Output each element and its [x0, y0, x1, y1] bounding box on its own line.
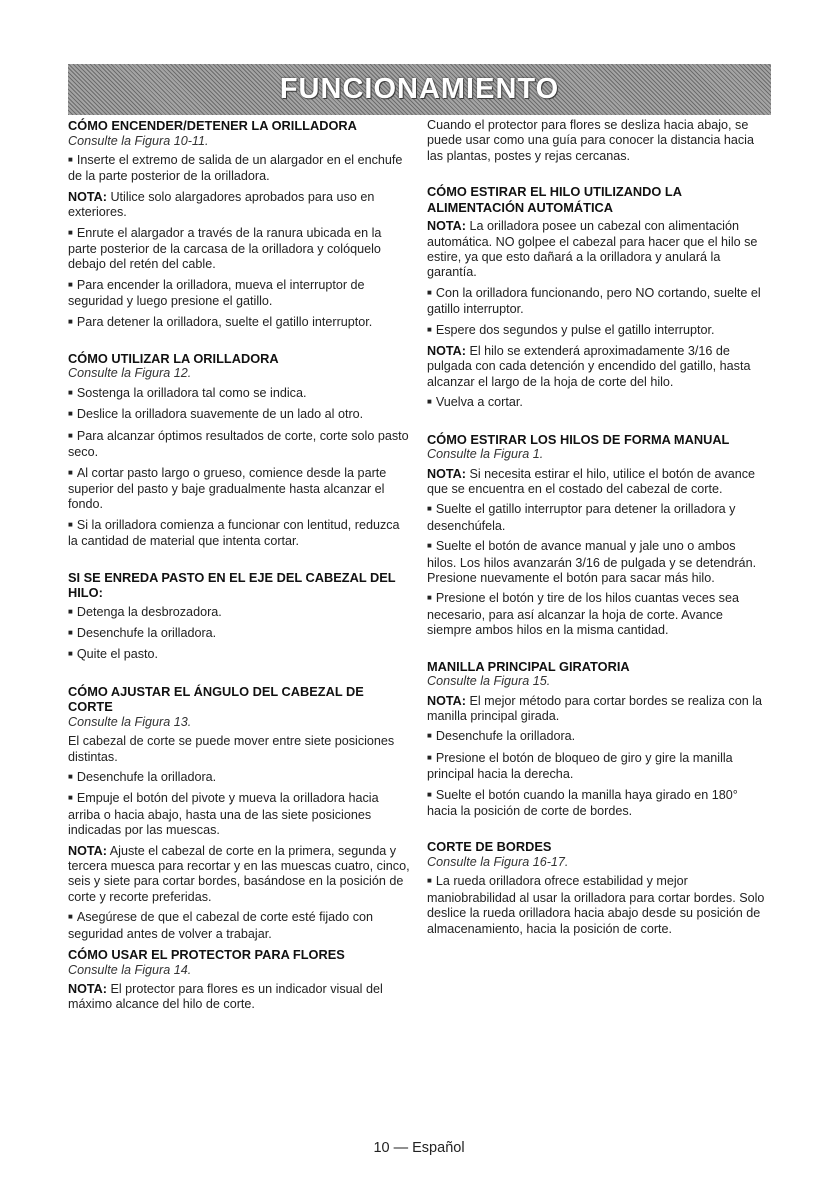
- bullet-icon: ■: [427, 324, 432, 334]
- section-enredo: [68, 570, 412, 664]
- list-item: ■ Suelte el botón cuando la manilla haya girado en 180° hacia la posición de corte de bordes.: [427, 787, 738, 818]
- figure-reference: Consulte la Figura 10-11.: [68, 133, 209, 148]
- note: NOTA: La orilladora posee un cabezal con alimentación automática. NO golpee el cabezal para hacer que el hilo se estire, ya que esto dañará a la orilladora y anulará la garantía.: [427, 219, 758, 280]
- bullet-icon: ■: [68, 793, 73, 803]
- list-item: ■ Si la orilladora comienza a funcionar con lentitud, reduzca la cantidad de material que intenta cortar.: [68, 517, 400, 549]
- list-item: ■ Con la orilladora funcionando, pero NO cortando, suelte el gatillo interruptor.: [427, 285, 761, 317]
- bullet-icon: ■: [427, 287, 432, 297]
- section-heading: CÓMO UTILIZAR LA ORILLADORA: [68, 350, 279, 366]
- note: NOTA: El hilo se extenderá aproximadamente 3/16 de pulgada con cada detención y encendido del gatillo, hasta alcanzar el largo de la hoja de corte del hilo.: [427, 344, 751, 389]
- section-manilla: [427, 659, 767, 820]
- figure-reference: Consulte la Figura 14.: [68, 962, 192, 977]
- list-item: ■ Quite el pasto.: [68, 647, 159, 662]
- list-item: ■ Asegúrese de que el cabezal de corte esté fijado con seguridad antes de volver a trabajar.: [68, 910, 373, 941]
- list-item: ■ Suelte el gatillo interruptor para detener la orilladora y desenchúfela.: [427, 502, 736, 533]
- list-item: ■ Empuje el botón del pivote y mueva la orilladora hacia arriba o hacia abajo, hasta una de las siete posiciones indicadas por las muescas.: [68, 791, 379, 838]
- figure-reference: Consulte la Figura 15.: [427, 674, 551, 689]
- list-item: ■ Inserte el extremo de salida de un alargador en el enchufe de la parte posterior de la orilladora.: [68, 152, 403, 184]
- section-protector: [68, 947, 412, 1013]
- list-item: ■ La rueda orilladora ofrece estabilidad y mejor maniobrabilidad al usar la orilladora para cortar bordes. Solo deslice la rueda orilladora hacia abajo desde su posición de almacenamiento, hacia la posición de corte.: [427, 874, 765, 936]
- note: NOTA: Si necesita estirar el hilo, utilice el botón de avance que se encuentra en el costado del cabezal de corte.: [427, 466, 756, 496]
- list-item: ■ Sostenga la orilladora tal como se indica.: [68, 385, 307, 400]
- bullet-icon: ■: [68, 279, 73, 289]
- list-item: ■ Para alcanzar óptimos resultados de corte, corte solo pasto seco.: [68, 428, 409, 460]
- figure-reference: Consulte la Figura 16-17.: [427, 854, 569, 869]
- bullet-icon: ■: [68, 409, 73, 419]
- section-heading: CÓMO AJUSTAR EL ÁNGULO DEL CABEZAL DE CORTE: [68, 683, 364, 715]
- list-item: ■ Desenchufe la orilladora.: [68, 769, 217, 784]
- bullet-icon: ■: [68, 316, 73, 326]
- bullet-icon: ■: [68, 430, 73, 440]
- paragraph: El cabezal de corte se puede mover entre siete posiciones distintas.: [68, 734, 395, 764]
- section-heading: CÓMO ESTIRAR LOS HILOS DE FORMA MANUAL: [427, 431, 730, 447]
- bullet-icon: ■: [427, 397, 432, 407]
- section-utilizar: [68, 351, 412, 550]
- bullet-icon: ■: [427, 541, 432, 551]
- list-item: ■ Para encender la orilladora, mueva el interruptor de seguridad y luego presione el gatillo.: [68, 277, 365, 309]
- list-item: ■ Suelte el botón de avance manual y jale uno o ambos hilos. Los hilos avanzarán 3/16 de pulgada y se detendrán. Presione nuevamente el botón para sacar más hilo.: [427, 539, 757, 586]
- list-item: ■ Presione el botón y tire de los hilos cuantas veces sea necesario, para así alcanzar la hoja de corte. Avance siempre ambos hilos en la misma cantidad.: [427, 591, 739, 638]
- section-corte-bordes: [427, 839, 767, 937]
- bullet-icon: ■: [68, 519, 73, 529]
- list-item: ■ Desenchufe la orilladora.: [427, 729, 576, 744]
- bullet-icon: ■: [68, 912, 73, 922]
- section-heading: CÓMO USAR EL PROTECTOR PARA FLORES: [68, 947, 345, 963]
- section-heading: MANILLA PRINCIPAL GIRATORIA: [427, 658, 630, 674]
- bullet-icon: ■: [68, 771, 73, 781]
- figure-reference: Consulte la Figura 13.: [68, 714, 192, 729]
- list-item: ■ Vuelva a cortar.: [427, 395, 523, 410]
- note: NOTA: El mejor método para cortar bordes se realiza con la manilla principal girada.: [427, 693, 763, 723]
- section-encender-detener: [68, 118, 412, 331]
- figure-reference: Consulte la Figura 1.: [427, 447, 544, 462]
- list-item: ■ Desenchufe la orilladora.: [68, 625, 217, 640]
- list-item: ■ Enrute el alargador a través de la ranura ubicada en la parte posterior de la carcasa de la orilladora y colóquelo debajo del retén del cable.: [68, 225, 382, 272]
- bullet-icon: ■: [68, 649, 73, 659]
- section-banner: [68, 64, 771, 115]
- bullet-icon: ■: [427, 752, 432, 762]
- bullet-icon: ■: [68, 227, 73, 237]
- bullet-icon: ■: [427, 504, 432, 514]
- section-alimentacion: [427, 184, 767, 411]
- bullet-icon: ■: [68, 154, 73, 164]
- list-item: ■ Presione el botón de bloqueo de giro y gire la manilla principal hacia la derecha.: [427, 750, 733, 782]
- left-column: [68, 118, 412, 1018]
- bullet-icon: ■: [427, 593, 432, 603]
- bullet-icon: ■: [68, 606, 73, 616]
- bullet-icon: ■: [427, 731, 432, 741]
- bullet-icon: ■: [427, 876, 432, 886]
- section-angulo: [68, 684, 412, 942]
- bullet-icon: ■: [68, 387, 73, 397]
- list-item: ■ Al cortar pasto largo o grueso, comience desde la parte superior del pasto y baje gradualmente hasta alcanzar el fondo.: [68, 465, 387, 512]
- section-heading: SI SE ENREDA PASTO EN EL EJE DEL CABEZAL DEL HILO:: [68, 569, 396, 601]
- note: NOTA: Ajuste el cabezal de corte en la primera, segunda y tercera muesca para recortar y en las muescas cuatro, cinco, seis y siete para cortar bordes, basándose en la posición de corte y recorte preferidas.: [68, 843, 410, 904]
- bullet-icon: ■: [68, 627, 73, 637]
- page-title: FUNCIONAMIENTO: [279, 73, 560, 105]
- note: NOTA: El protector para flores es un indicador visual del máximo alcance del hilo de corte.: [68, 981, 383, 1012]
- section-heading: CÓMO ENCENDER/DETENER LA ORILLADORA: [68, 118, 357, 133]
- section-heading: CÓMO ESTIRAR EL HILO UTILIZANDO LA ALIMENTACIÓN AUTOMÁTICA: [427, 184, 682, 215]
- list-item: ■ Deslice la orilladora suavemente de un lado al otro.: [68, 407, 364, 422]
- figure-reference: Consulte la Figura 12.: [68, 366, 192, 381]
- list-item: ■ Para detener la orilladora, suelte el gatillo interruptor.: [68, 314, 373, 329]
- list-item: ■ Detenga la desbrozadora.: [68, 604, 222, 619]
- list-item: ■ Espere dos segundos y pulse el gatillo interruptor.: [427, 322, 715, 337]
- section-manual: [427, 432, 767, 639]
- note: NOTA: Utilice solo alargadores aprobados para uso en exteriores.: [68, 189, 375, 220]
- bullet-icon: ■: [427, 789, 432, 799]
- section-heading: CORTE DE BORDES: [427, 839, 552, 855]
- right-column: [427, 118, 767, 942]
- page-number: 10 — Español: [373, 1140, 465, 1156]
- bullet-icon: ■: [68, 467, 73, 477]
- paragraph: Cuando el protector para flores se desliza hacia abajo, se puede usar como una guía para conocer la distancia hacia las plantas, postes y rejas cercanas.: [427, 118, 754, 163]
